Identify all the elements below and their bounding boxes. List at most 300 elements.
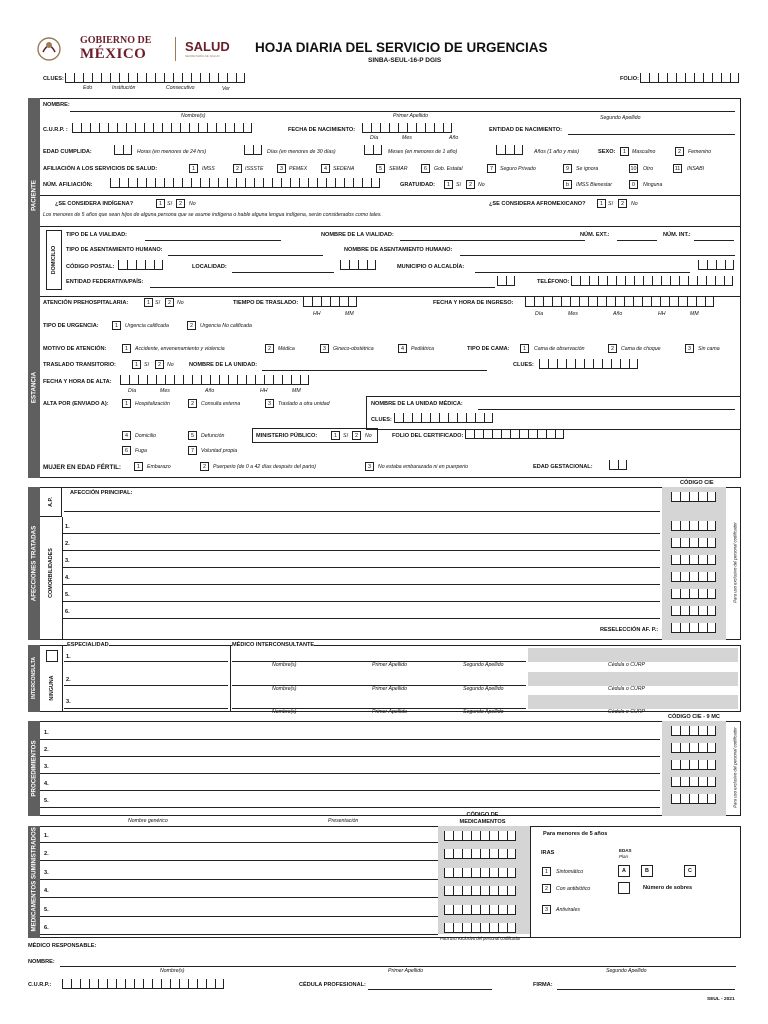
inter-esp-input[interactable] xyxy=(64,708,228,709)
imss-b-label: IMSS Bienestar xyxy=(576,182,613,188)
clues-ver: Ver xyxy=(222,86,230,92)
anios-caption: Años (1 año y más) xyxy=(534,149,579,155)
procedimientos-frame xyxy=(28,721,741,816)
afeccion-input[interactable] xyxy=(62,567,660,568)
alta-7-box[interactable]: 7 xyxy=(188,446,197,455)
plan-c-box[interactable]: C xyxy=(684,865,696,877)
unidad-med-clues-input[interactable] xyxy=(394,413,493,423)
meses-caption: Meses (en menores de 1 año) xyxy=(388,149,458,155)
afil-10-label: Otro xyxy=(643,166,654,172)
num-int-label: NÚM. INT.: xyxy=(663,232,691,238)
traslado-no-box[interactable]: 2 xyxy=(155,360,164,369)
gratuidad-label: GRATUIDAD: xyxy=(400,182,436,188)
afeccion-input[interactable] xyxy=(62,601,660,602)
proc-input[interactable] xyxy=(40,739,660,740)
ap-label: A.P. xyxy=(48,497,54,507)
fecha-nac-label: FECHA DE NACIMIENTO: xyxy=(288,127,356,133)
afil-6-box[interactable]: 6 xyxy=(421,164,430,173)
folio-cert-label: FOLIO DEL CERTIFICADO: xyxy=(392,433,464,439)
cie9-label: CÓDIGO CIE - 9 MC xyxy=(668,714,720,720)
prehosp-si-box[interactable]: 1 xyxy=(144,298,153,307)
alta-1-label: Hospitalización xyxy=(135,401,170,407)
grat-si-label: Sí xyxy=(456,182,461,188)
cama-1-label: Cama de observación xyxy=(534,346,585,352)
row-num: 3. xyxy=(65,558,70,564)
entidad-nac-label: ENTIDAD DE NACIMIENTO: xyxy=(489,127,562,133)
proc-input[interactable] xyxy=(40,790,660,791)
mujer-2-box[interactable]: 2 xyxy=(200,462,209,471)
sexo-2-label: Femenino xyxy=(688,149,712,155)
ninguna-label: NINGUNA xyxy=(49,675,55,701)
paciente-section-label: PACIENTE xyxy=(30,180,38,211)
motivo-3-label: Gineco-obstétrica xyxy=(333,346,374,352)
med-input[interactable] xyxy=(40,934,438,935)
alta-mm: MM xyxy=(292,388,301,394)
mes-caption: Mes xyxy=(402,135,412,141)
proc-input[interactable] xyxy=(40,756,660,757)
inter-row-1: 1. xyxy=(66,654,71,660)
med-input[interactable] xyxy=(40,916,438,917)
med-code-boxes[interactable] xyxy=(444,831,524,931)
footer-nombres: Nombre(s) xyxy=(160,968,185,974)
footer-primer: Primer Apellido xyxy=(388,968,423,974)
dias-caption: Días (en menores de 30 días) xyxy=(267,149,336,155)
fecha-ingreso-input[interactable] xyxy=(525,297,714,307)
med-row-4: 4. xyxy=(44,888,49,894)
inter-esp-input[interactable] xyxy=(64,661,228,662)
tiempo-input[interactable] xyxy=(303,297,357,307)
traslado-label: TRASLADO TRANSITORIO: xyxy=(43,362,116,368)
iras-label: IRAS xyxy=(541,850,555,856)
entidad-fed-input[interactable] xyxy=(150,287,495,288)
afeccion-principal-label: AFECCIÓN PRINCIPAL: xyxy=(70,490,133,496)
afeccion-input[interactable] xyxy=(62,618,660,619)
ninguna-label: Ninguna xyxy=(643,182,663,188)
fecha-nac-input[interactable] xyxy=(362,123,452,133)
reseleccion-label: RESELECCIÓN AF. P.: xyxy=(600,627,659,633)
localidad-code[interactable] xyxy=(340,260,376,270)
presentacion-caption: Presentación xyxy=(328,818,359,824)
nombre-unidad-med-input[interactable] xyxy=(478,409,735,410)
prehosp-label: ATENCIÓN PREHOSPITALARIA: xyxy=(43,300,129,306)
medico-resp-label: MÉDICO RESPONSABLE: xyxy=(28,943,97,949)
tiempo-hh: HH xyxy=(313,311,321,317)
inter-cedula: Cédula o CURP xyxy=(608,686,645,692)
cie9-code-boxes[interactable] xyxy=(671,726,719,811)
footer-curp-label: C.U.R.P.: xyxy=(28,982,52,988)
procedimientos-section-label: PROCEDIMIENTOS xyxy=(30,740,38,797)
mujer-3-box[interactable]: 3 xyxy=(365,462,374,471)
firma-label: FIRMA: xyxy=(533,982,553,988)
row-num: 1. xyxy=(65,524,70,530)
alta-2-box[interactable]: 2 xyxy=(188,399,197,408)
alta-5-label: Defunción xyxy=(201,433,225,439)
tipo-asent-label: TIPO DE ASENTAMIENTO HUMANO: xyxy=(66,247,163,253)
inter-cedula: Cédula o CURP xyxy=(608,709,645,715)
proc-row-2: 2. xyxy=(44,747,49,753)
afil-7-box[interactable]: 7 xyxy=(487,164,496,173)
inter-esp-input[interactable] xyxy=(64,685,228,686)
plan-a-box[interactable]: A xyxy=(618,865,630,877)
inter-nombres: Nombre(s) xyxy=(272,662,297,668)
afil-11-box[interactable]: 11 xyxy=(674,166,681,172)
edad-label: EDAD CUMPLIDA: xyxy=(43,149,92,155)
proc-input[interactable] xyxy=(40,773,660,774)
alta-7-label: Voluntad propia xyxy=(201,448,238,454)
alta-4-box[interactable]: 4 xyxy=(122,431,131,440)
medico-interconsultante-label: MÉDICO INTERCONSULTANTE xyxy=(232,642,315,648)
grat-no-box[interactable]: 2 xyxy=(466,180,475,189)
afecciones-section-label: AFECCIONES TRATADAS xyxy=(30,525,38,602)
afecciones-rows xyxy=(62,517,662,623)
prehosp-no-label: No xyxy=(177,300,184,306)
alta-6-box[interactable]: 6 xyxy=(122,446,131,455)
motivo-2-box[interactable]: 2 xyxy=(265,344,274,353)
iras-2-box[interactable]: 2 xyxy=(542,884,551,893)
row-num: 6. xyxy=(65,609,70,615)
afil-5-box[interactable]: 5 xyxy=(376,164,385,173)
afro-si-label: Sí xyxy=(608,201,613,207)
afro-no-box[interactable]: 2 xyxy=(618,199,627,208)
edad-horas[interactable] xyxy=(114,145,132,155)
urg-2-label: Urgencia No calificada xyxy=(200,323,252,329)
medicamentos-section-label: MEDICAMENTOS SUMINISTRADOS xyxy=(30,827,38,932)
num-int-input[interactable] xyxy=(694,240,734,241)
alta-4-label: Domicilio xyxy=(135,433,157,439)
proc-row-5: 5. xyxy=(44,798,49,804)
afil-3-box[interactable]: 3 xyxy=(277,164,286,173)
sexo-2-box[interactable]: 2 xyxy=(675,147,684,156)
ministerio-label: MINISTERIO PÚBLICO: xyxy=(256,433,318,439)
iras-3-box[interactable]: 3 xyxy=(542,905,551,914)
alta-5-box[interactable]: 5 xyxy=(188,431,197,440)
inter-cedula: Cédula o CURP xyxy=(608,662,645,668)
sexo-1-box[interactable]: 1 xyxy=(620,147,629,156)
cedula-shade xyxy=(528,695,738,709)
num-afil-label: NÚM. AFILIACIÓN: xyxy=(43,182,93,188)
localidad-label: LOCALIDAD: xyxy=(192,264,227,270)
plan-label: Plan xyxy=(619,854,629,859)
afil-9-box[interactable]: 9 xyxy=(563,164,572,173)
num-ext-input[interactable] xyxy=(617,240,657,241)
afeccion-input[interactable] xyxy=(62,584,660,585)
mujer-1-box[interactable]: 1 xyxy=(134,462,143,471)
estancia-section-label: ESTANCIA xyxy=(30,371,38,404)
traslado-si-label: Sí xyxy=(144,362,149,368)
indigena-top xyxy=(40,195,741,196)
row-num: 2. xyxy=(65,541,70,547)
logo-divider xyxy=(175,37,176,61)
row-num: 5. xyxy=(65,592,70,598)
cedula-input[interactable] xyxy=(368,989,492,990)
dia-caption: Día xyxy=(370,135,379,141)
page-subtitle: SINBA-SEUL-16-P DGIS xyxy=(368,57,442,64)
government-logo xyxy=(36,34,166,64)
indigena-note: Los menores de 5 años que sean hijos de alguna persona que se asume indígena o hable alguna lengua indígena, serán considerados como tales. xyxy=(43,212,382,218)
fecha-alta-input[interactable] xyxy=(120,375,309,385)
primer-caption: Primer Apellido xyxy=(393,113,428,119)
afro-si-box[interactable]: 1 xyxy=(597,199,606,208)
ninguna-box[interactable]: 0 xyxy=(629,180,638,189)
cp-label: CÓDIGO POSTAL: xyxy=(66,264,115,270)
municipio-code[interactable] xyxy=(698,260,734,270)
inter-primer: Primer Apellido xyxy=(372,662,407,668)
ninguna-checkbox[interactable] xyxy=(46,650,58,662)
afro-no-label: No xyxy=(631,201,638,207)
clues-edo: Edo xyxy=(83,85,93,91)
fecha-ingreso-label: FECHA Y HORA DE INGRESO: xyxy=(433,300,514,306)
clues-input[interactable] xyxy=(65,73,245,83)
ingreso-mm: MM xyxy=(690,311,699,317)
indigena-label: ¿SE CONSIDERA INDÍGENA? xyxy=(55,201,134,207)
afro-label: ¿SE CONSIDERA AFROMEXICANO? xyxy=(489,201,586,207)
cama-3-label: Sin cama xyxy=(698,346,720,352)
menores-label: Para menores de 5 años xyxy=(543,831,608,837)
med-row-5: 5. xyxy=(44,907,49,913)
med-row-6: 6. xyxy=(44,925,49,931)
ind-no-label: No xyxy=(189,201,196,207)
traslado-si-box[interactable]: 1 xyxy=(132,360,141,369)
inter-nombres: Nombre(s) xyxy=(272,709,297,715)
mp-si-box[interactable]: 1 xyxy=(331,431,340,440)
motivo-1-label: Accidente, envenenamiento y violencia xyxy=(135,346,225,352)
fecha-alta-label: FECHA Y HORA DE ALTA: xyxy=(43,379,112,385)
edad-anios[interactable] xyxy=(496,145,523,155)
esp-med-divider xyxy=(230,645,231,712)
afil-4-label: SEDENA xyxy=(333,166,355,172)
grat-no-label: No xyxy=(478,182,485,188)
salud-sub: SECRETARÍA DE SALUD xyxy=(185,54,220,58)
alta-hh: HH xyxy=(260,388,268,394)
gov-line2: MÉXICO xyxy=(80,46,147,62)
edad-meses[interactable] xyxy=(364,145,382,155)
traslado-clues-input[interactable] xyxy=(539,359,638,369)
iras-3-label: Antivirales xyxy=(556,907,580,913)
ind-si-box[interactable]: 1 xyxy=(156,199,165,208)
cedula-shade xyxy=(528,672,738,686)
gov-line1: GOBIERNO DE xyxy=(80,35,152,46)
coat-of-arms-icon xyxy=(36,34,62,62)
urg-1-box[interactable]: 1 xyxy=(112,321,121,330)
nombre-asent-input[interactable] xyxy=(460,255,735,256)
edad-gest-label: EDAD GESTACIONAL: xyxy=(533,464,593,470)
sexo-1-label: Masculino xyxy=(632,149,656,155)
afil-1-label: IMSS xyxy=(202,166,215,172)
codigo-cie-label: CÓDIGO CIE xyxy=(680,480,714,486)
num-afil-input[interactable] xyxy=(110,178,380,188)
edas-label: EDAS xyxy=(619,848,632,853)
afil-2-label: ISSSTE xyxy=(245,166,264,172)
iras-1-box[interactable]: 1 xyxy=(542,867,551,876)
nombre-label: NOMBRE: xyxy=(43,102,70,108)
alta-3-label: Traslado a otra unidad xyxy=(278,401,330,407)
domicilio-label: DOMICILIO xyxy=(51,245,57,275)
afil-2-box[interactable]: 2 xyxy=(233,164,242,173)
folio-input[interactable] xyxy=(640,73,739,83)
afecciones-vertical-note: Para uso exclusivo del personal codificador xyxy=(732,522,738,603)
afil-7-label: Seguro Privado xyxy=(500,166,536,172)
mp-si-label: Sí xyxy=(343,433,348,439)
salud-logo: SALUD xyxy=(185,39,230,54)
med-note: Para uso exclusivo del personal codificador xyxy=(440,936,521,941)
edad-dias[interactable] xyxy=(244,145,262,155)
afil-1-box[interactable]: 1 xyxy=(189,164,198,173)
municipio-input[interactable] xyxy=(475,272,690,273)
especialidad-label: ESPECIALIDAD xyxy=(67,642,109,648)
motivo-3-box[interactable]: 3 xyxy=(320,344,329,353)
afiliacion-label: AFILIACIÓN A LOS SERVICIOS DE SALUD: xyxy=(43,166,158,172)
inter-segundo: Segundo Apellido xyxy=(463,686,504,692)
inter-nombres: Nombre(s) xyxy=(272,686,297,692)
alta-1-box[interactable]: 1 xyxy=(122,399,131,408)
inter-primer: Primer Apellido xyxy=(372,686,407,692)
med-input[interactable] xyxy=(40,879,438,880)
footer-nombre-label: NOMBRE: xyxy=(28,959,55,965)
nombre-vial-label: NOMBRE DE LA VIALIDAD: xyxy=(321,232,394,238)
med-row-2: 2. xyxy=(44,851,49,857)
alta-6-label: Fuga xyxy=(135,448,147,454)
alta-3-box[interactable]: 3 xyxy=(265,399,274,408)
tipo-cama-label: TIPO DE CAMA: xyxy=(467,346,510,352)
ind-no-box[interactable]: 2 xyxy=(176,199,185,208)
curp-input[interactable] xyxy=(72,123,252,133)
motivo-1-box[interactable]: 1 xyxy=(122,344,131,353)
folio-cert-input[interactable] xyxy=(465,429,564,439)
inter-row-3: 3. xyxy=(66,699,71,705)
nombre-asent-label: NOMBRE DE ASENTAMIENTO HUMANO: xyxy=(344,247,453,253)
telefono-input[interactable] xyxy=(571,276,733,286)
tipo-vial-label: TIPO DE LA VIALIDAD: xyxy=(66,232,128,238)
med-input[interactable] xyxy=(40,860,438,861)
localidad-input[interactable] xyxy=(232,272,334,273)
interconsulta-section-label: INTERCONSULTA xyxy=(31,656,37,700)
proc-row-1: 1. xyxy=(44,730,49,736)
clues-consec: Consecutivo xyxy=(166,85,195,91)
alta-anio: Año xyxy=(205,388,215,394)
footer-curp-input[interactable] xyxy=(62,979,224,989)
generico-caption: Nombre genérico xyxy=(128,818,168,824)
cama-1-box[interactable]: 1 xyxy=(520,344,529,353)
cama-3-box[interactable]: 3 xyxy=(685,344,694,353)
folio-label: FOLIO: xyxy=(620,76,639,82)
inter-primer: Primer Apellido xyxy=(372,709,407,715)
iras-1-label: Sintomático xyxy=(556,869,584,875)
nombre-vial-input[interactable] xyxy=(400,240,585,241)
med-row-1: 1. xyxy=(44,833,49,839)
ingreso-hh: HH xyxy=(658,311,666,317)
iras-2-label: Con antibiótico xyxy=(556,886,591,892)
mujer-2-label: Puerperio (de 0 a 42 días después del parto) xyxy=(213,464,316,470)
sobres-label: Número de sobres xyxy=(643,885,693,891)
entidad-fed-label: ENTIDAD FEDERATIVA/PAÍS: xyxy=(66,279,144,285)
domicilio-top xyxy=(40,226,741,227)
firma-input[interactable] xyxy=(557,989,735,990)
sexo-label: SEXO: xyxy=(598,149,616,155)
num-ext-label: NÚM. EXT.: xyxy=(580,232,610,238)
sobres-box[interactable] xyxy=(618,882,630,894)
afil-3-label: PEMEX xyxy=(289,166,308,172)
inter-segundo: Segundo Apellido xyxy=(463,662,504,668)
horas-caption: Horas (en menores de 24 hrs) xyxy=(137,149,207,155)
imss-b-box[interactable]: b xyxy=(563,180,572,189)
urg-2-box[interactable]: 2 xyxy=(187,321,196,330)
alta-dia: Día xyxy=(128,388,137,394)
prehosp-si-label: Sí xyxy=(155,300,160,306)
ingreso-dia: Día xyxy=(535,311,544,317)
edad-gest-input[interactable] xyxy=(609,460,627,470)
afil-10-box[interactable]: 10 xyxy=(630,166,637,172)
tipo-urg-label: TIPO DE URGENCIA: xyxy=(43,323,99,329)
plan-b-box[interactable]: B xyxy=(641,865,653,877)
clues-label: CLUES: xyxy=(43,76,64,82)
nombre-unidad-label: NOMBRE DE LA UNIDAD: xyxy=(189,362,258,368)
prehosp-no-box[interactable]: 2 xyxy=(165,298,174,307)
afil-5-label: SEMAR xyxy=(389,166,408,172)
mp-no-box[interactable]: 2 xyxy=(352,431,361,440)
med-input[interactable] xyxy=(40,842,438,843)
footer-nombre-input[interactable] xyxy=(60,966,736,967)
proc-input[interactable] xyxy=(40,807,660,808)
med-input[interactable] xyxy=(40,897,438,898)
curp-label: C.U.R.P. : xyxy=(43,127,68,133)
afeccion-principal-input[interactable] xyxy=(64,511,660,512)
traslado-no-label: No xyxy=(167,362,174,368)
segundo-caption: Segundo Apellido xyxy=(600,115,641,121)
afil-6-label: Gob. Estatal xyxy=(434,166,463,172)
afeccion-input[interactable] xyxy=(62,533,660,534)
cp-input[interactable] xyxy=(118,260,163,270)
row-num: 4. xyxy=(65,575,70,581)
ingreso-mes: Mes xyxy=(568,311,578,317)
alta-mes: Mes xyxy=(160,388,170,394)
urg-1-label: Urgencia calificada xyxy=(125,323,169,329)
motivo-4-box[interactable]: 4 xyxy=(398,344,407,353)
entidad-nac-input[interactable] xyxy=(568,134,735,135)
tiempo-mm: MM xyxy=(345,311,354,317)
mujer-3-label: No estaba embarazada ni en puerperio xyxy=(378,464,468,470)
cedula-shade xyxy=(528,648,738,662)
cie-code-boxes[interactable] xyxy=(671,492,719,632)
motivo-4-label: Pediátrica xyxy=(411,346,435,352)
footer-segundo: Segundo Apellido xyxy=(606,968,647,974)
municipio-label: MUNICIPIO O ALCALDÍA: xyxy=(397,264,465,270)
cama-2-box[interactable]: 2 xyxy=(608,344,617,353)
afeccion-input[interactable] xyxy=(62,550,660,551)
med-divider xyxy=(530,826,531,938)
tiempo-label: TIEMPO DE TRASLADO: xyxy=(233,300,299,306)
nombre-unidad-input[interactable] xyxy=(262,370,487,371)
grat-si-box[interactable]: 1 xyxy=(444,180,453,189)
entidad-fed-code[interactable] xyxy=(497,276,515,286)
alta-por-label: ALTA POR (ENVIADO A): xyxy=(43,401,109,407)
proc-row-4: 4. xyxy=(44,781,49,787)
nombre-input[interactable] xyxy=(70,111,735,112)
tipo-vial-input[interactable] xyxy=(145,240,281,241)
inter-segundo: Segundo Apellido xyxy=(463,709,504,715)
med-row-3: 3. xyxy=(44,870,49,876)
anio-caption: Año xyxy=(449,135,459,141)
cama-2-label: Cama de choque xyxy=(621,346,661,352)
mp-no-label: No xyxy=(365,433,372,439)
nombres-caption: Nombre(s) xyxy=(181,113,206,119)
form-code: SEUL - 2021 xyxy=(707,997,735,1002)
tipo-asent-input[interactable] xyxy=(168,255,323,256)
mujer-label: MUJER EN EDAD FÉRTIL: xyxy=(43,464,122,471)
interconsulta-divider xyxy=(62,645,63,712)
ingreso-anio: Año xyxy=(613,311,623,317)
codigo-med-label: CÓDIGO DE MEDICAMENTOS xyxy=(459,812,506,825)
afil-4-box[interactable]: 4 xyxy=(321,164,330,173)
